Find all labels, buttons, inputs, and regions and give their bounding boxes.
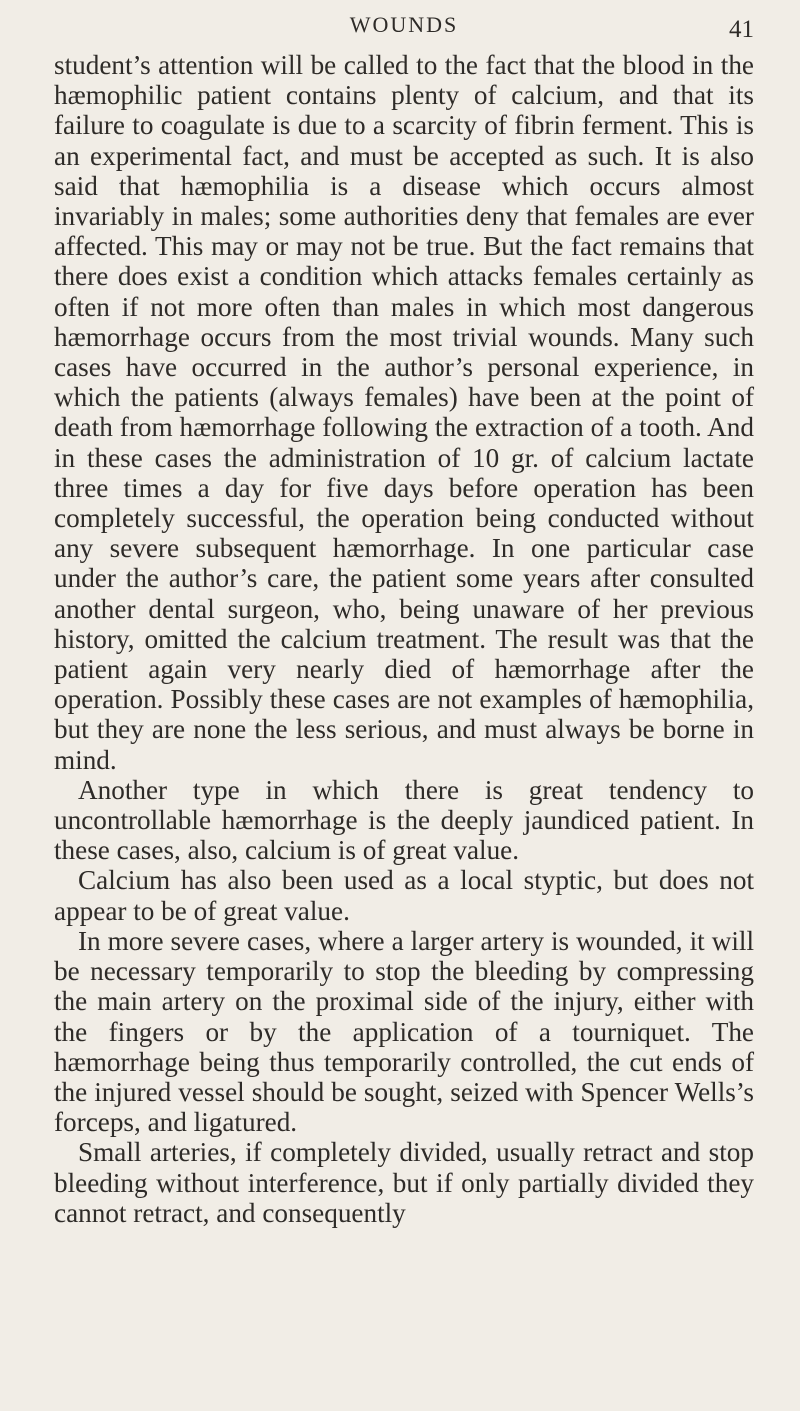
- paragraph-local-styptic: Calcium has also been used as a local styptic, but does not appear to be of great value.: [54, 865, 754, 926]
- body-text: [54, 50, 754, 1228]
- paragraph-jaundiced-patient: Another type in which there is great tendency to uncontrollable hæmorrhage is the deeply jaundiced patient. In these cases, also, calcium is of great value.: [54, 774, 754, 866]
- page-number: 41: [729, 16, 754, 43]
- paragraph-larger-artery: In more severe cases, where a larger artery is wounded, it will be necessary temporarily to stop the bleeding by compressing the main artery on the proximal side of the injury, either with the fingers or by the application of a tourniquet. The hæmorrhage being thus temporarily controlled, the cut ends of the injured vessel should be sought, seized with Spencer Wells’s forceps, and ligatured.: [54, 925, 754, 1138]
- book-page: [54, 0, 754, 1228]
- page-header: [54, 0, 754, 50]
- paragraph-small-arteries: Small arteries, if completely divided, usually retract and stop bleeding without interference, but if only partially divided they cannot retract, and consequently: [54, 1137, 754, 1228]
- running-head: WOUNDS: [349, 12, 459, 37]
- paragraph-haemophilia: student’s attention will be called to the fact that the blood in the hæmophilic patient contains plenty of calcium, and that its failure to coagulate is due to a scarcity of fibrin ferment. This is an experimental fact, and must be accepted as such. It is also said that hæmophilia is a disease which occurs almost invariably in males; some authorities deny that females are ever affected. This may or may not be true. But the fact remains that there does exist a condition which attacks females certainly as often if not more often than males in which most dangerous hæmorrhage occurs from the most trivial wounds. Many such cases have occurred in the author’s personal experience, in which the patients (always females) have been at the point of death from hæmorrhage following the extraction of a tooth. And in these cases the administration of 10 gr. of calcium lactate three times a day for five days before operation has been completely successful, the operation being conducted without any severe subsequent hæmorrhage. In one particular case under the author’s care, the patient some years after consulted another dental surgeon, who, being unaware of her previous history, omitted the calcium treatment. The result was that the patient again very nearly died of hæmorrhage after the operation. Possibly these cases are not examples of hæmophilia, but they are none the less serious, and must always be borne in mind.: [54, 50, 754, 775]
